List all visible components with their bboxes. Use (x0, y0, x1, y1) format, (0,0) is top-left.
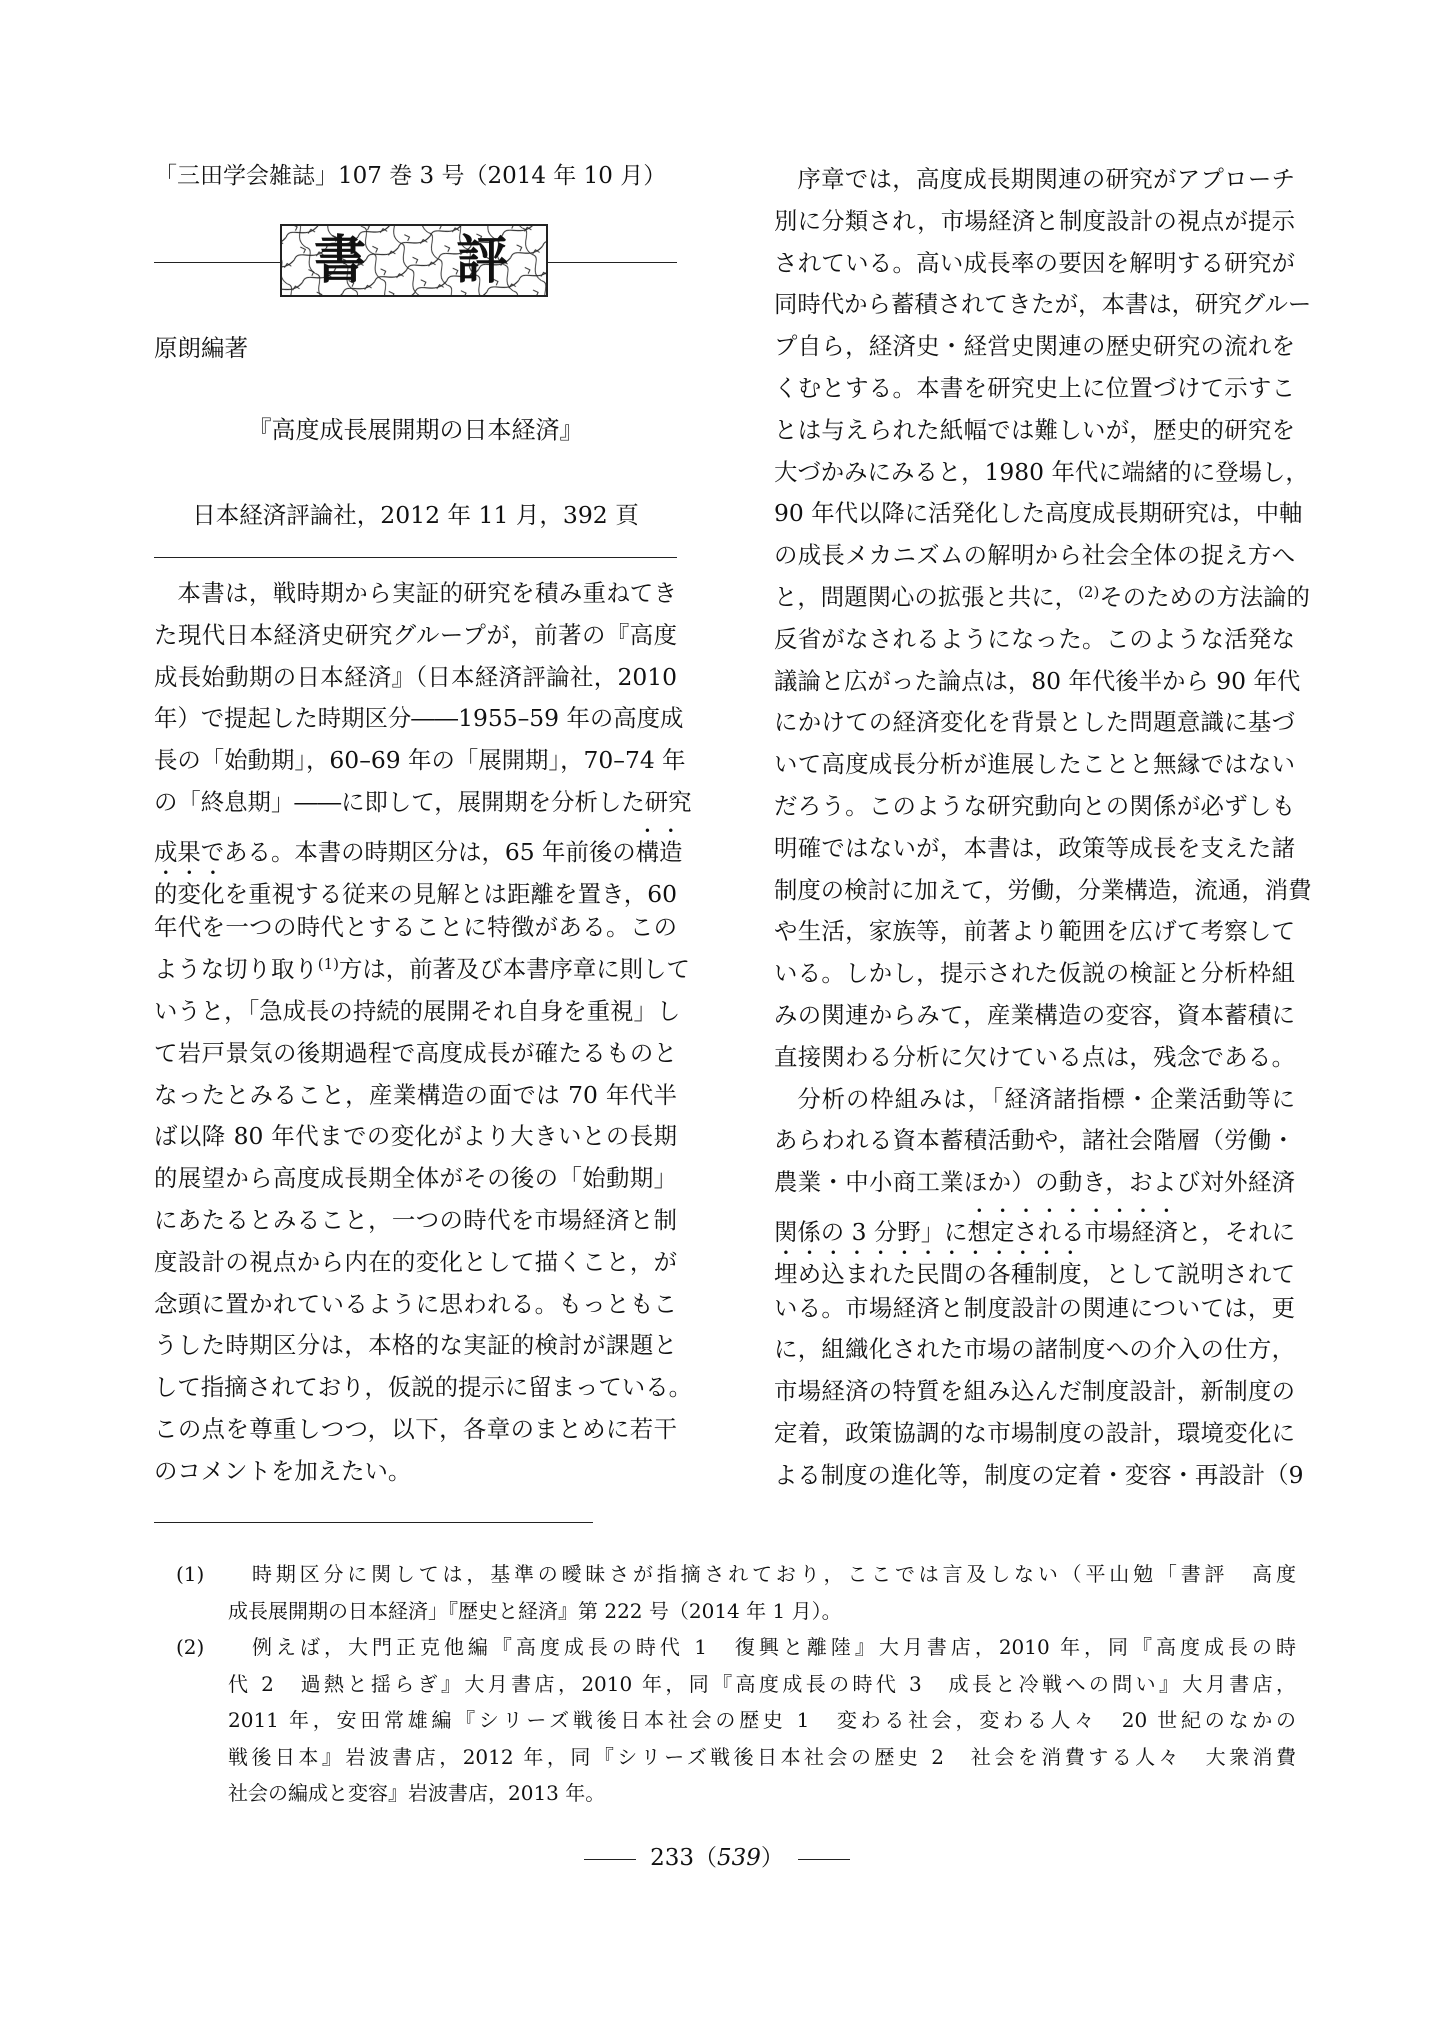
text-segment: た現代日本経済史研究グループが，前著の『高度 (154, 620, 677, 649)
text-line (774, 535, 1295, 577)
text-segment: 90 年代以降に活発化した高度成長期研究は，中軸 (774, 499, 1303, 528)
text-line (774, 1204, 1295, 1246)
footnote-line: 2011 年，安田常雄編『シリーズ戦後日本社会の歴史 1 変わる社会，変わる人々 20 世紀のなかの (228, 1708, 1296, 1732)
text-line (774, 828, 1295, 870)
text-segment: 年代を一つの時代とすることに特徴がある。この (154, 913, 677, 942)
footnote-rule (154, 1522, 593, 1523)
text-segment: あらわれる資本蓄積活動や，諸社会階層（労働・ (774, 1126, 1295, 1155)
text-segment: とは与えられた紙幅では難しいが，歴史的研究を (774, 415, 1295, 444)
text-segment: されている。高い成長率の要因を解明する研究が (774, 248, 1295, 277)
text-segment: ような切り取り (154, 955, 318, 984)
text-line (154, 1242, 677, 1284)
text-line (774, 201, 1295, 243)
footnote-line: 戦後日本』岩波書店，2012 年，同『シリーズ戦後日本社会の歴史 2 社会を消費する人々 大衆消費 (228, 1744, 1296, 1769)
text-line (774, 1079, 1295, 1121)
text-line (774, 1288, 1295, 1330)
text-segment: 年）で提起した時期区分――1955–59 年の高度成 (154, 704, 684, 733)
text-segment: 的展望から高度成長期全体がその後の「始動期」 (154, 1164, 677, 1193)
text-line (154, 991, 681, 1033)
text-segment: のコメントを加えたい。 (154, 1456, 412, 1485)
text-segment: 成果である。本書の時期区分は，65 年前後の (154, 837, 636, 866)
text-line (154, 1075, 677, 1117)
text-line (774, 1246, 1295, 1288)
text-line (774, 159, 1295, 201)
text-line (774, 661, 1301, 703)
text-segment: プ自ら，経済史・経営史関連の歴史研究の流れを (774, 332, 1295, 361)
text-line (774, 870, 1312, 912)
emphasized-text: 埋め込まれた民間の各種制度 (774, 1259, 1083, 1288)
text-line (774, 619, 1295, 661)
text-segment: 別に分類され，市場経済と制度設計の視点が提示 (774, 206, 1295, 235)
book-title: 『高度成長展開期の日本経済』 (247, 416, 584, 444)
text-segment: 直接関わる分析に欠けている点は，残念である。 (774, 1042, 1295, 1071)
text-segment: 分析の枠組みは，「経済諸指標・企業活動等に (797, 1084, 1295, 1113)
footnotes (176, 1556, 1296, 1812)
book-review-label (280, 224, 548, 297)
text-segment: 反省がなされるようになった。このような活発な (774, 624, 1295, 653)
footer-dash-left (584, 1859, 636, 1860)
footnote (176, 1556, 1296, 1629)
title-rule (154, 557, 677, 558)
text-line (154, 1033, 677, 1075)
text-segment: 序章では，高度成長期関連の研究がアプローチ (797, 165, 1295, 193)
footnote-line: 成長展開期の日本経済」『歴史と経済』第 222 号（2014 年 1 月）。 (228, 1598, 842, 1623)
footnote-ref[interactable]: (1) (317, 955, 339, 974)
text-segment: て岩戸景気の後期過程で高度成長が確たるものと (154, 1038, 677, 1067)
paren-open: （ (694, 1845, 717, 1871)
text-segment: だろう。このような研究動向との関係が必ずしも (774, 791, 1295, 820)
text-segment: 明確ではないが，本書は，政策等成長を支えた諸 (774, 833, 1295, 862)
text-line (154, 1451, 677, 1493)
text-line (154, 1409, 677, 1451)
text-segment: くむとする。本書を研究史上に位置づけて示すこ (774, 373, 1295, 402)
text-line (774, 995, 1295, 1037)
text-segment: ば以降 80 年代までの変化がより大きいとの長期 (154, 1122, 677, 1151)
book-author: 原朗編著 (154, 334, 248, 362)
text-segment: の成長メカニズムの解明から社会全体の捉え方へ (774, 541, 1295, 570)
text-line (774, 1037, 1295, 1079)
text-segment: 長の「始動期」，60–69 年の「展開期」，70–74 年 (154, 746, 686, 775)
text-line (154, 824, 683, 866)
text-segment: と，それに (1178, 1217, 1295, 1246)
review-char-hyo: 評 (456, 230, 509, 291)
text-line (774, 786, 1295, 828)
text-line (154, 1200, 677, 1242)
text-segment: いる。しかし，提示された仮説の検証と分析枠組 (774, 959, 1295, 988)
text-line (154, 1158, 677, 1200)
text-segment: 議論と広がった論点は，80 年代後半から 90 年代 (774, 666, 1301, 695)
text-line (774, 577, 1310, 619)
text-line (774, 1455, 1304, 1497)
text-segment: にかけての経済変化を背景とした問題意識に基づ (774, 708, 1295, 737)
text-segment: みの関連からみて，産業構造の変容，資本蓄積に (774, 1000, 1295, 1029)
footnote-number: (1) (176, 1562, 205, 1586)
text-line (154, 907, 677, 949)
text-line (774, 1162, 1295, 1204)
body-column-right (774, 159, 1312, 1497)
text-line (774, 326, 1295, 368)
original-page-number: 539 (717, 1845, 761, 1871)
text-line (774, 410, 1295, 452)
text-line (774, 953, 1295, 995)
footnote-number: (2) (176, 1635, 205, 1659)
book-publisher: 日本経済評論社，2012 年 11 月，392 頁 (192, 501, 639, 529)
text-segment: と，問題関心の拡張と共に， (774, 582, 1079, 611)
text-segment: にあたるとみること，一つの時代を市場経済と制 (154, 1205, 677, 1234)
text-segment: そのための方法論的 (1099, 582, 1310, 611)
text-segment: 関係の 3 分野」に (774, 1217, 968, 1246)
text-segment: を重視する従来の見解とは距離を置き，60 (224, 879, 678, 908)
paren-close: ） (760, 1845, 784, 1871)
journal-header: 「三田学会雑誌」107 巻 3 号（2014 年 10 月） (154, 163, 667, 189)
emphasized-text: 想定される市場経済 (967, 1217, 1179, 1246)
text-segment: よる制度の進化等，制度の定着・変容・再設計（9 (774, 1460, 1304, 1489)
text-segment: いうと，「急成長の持続的展開それ自身を重視」し (154, 996, 681, 1025)
text-line (774, 702, 1295, 744)
text-segment: 念頭に置かれているように思われる。もっともこ (154, 1289, 677, 1318)
text-segment: なったとみること，産業構造の面では 70 年代半 (154, 1080, 677, 1109)
body-column-left (154, 573, 692, 1493)
footnote-line: 代 2 過熱と揺らぎ』大月書店，2010 年，同『高度成長の時代 3 成長と冷戦への問い』大月書店， (228, 1671, 1296, 1696)
text-segment: 定着，政策協調的な市場制度の設計，環境変化に (774, 1418, 1295, 1447)
text-segment: いる。市場経済と制度設計の関連については，更 (774, 1293, 1295, 1322)
text-segment: や生活，家族等，前著より範囲を広げて考察して (774, 917, 1295, 946)
text-line (154, 1325, 677, 1367)
text-segment: うした時期区分は，本格的な実証的検討が課題と (154, 1331, 677, 1360)
text-segment: に，組織化された市場の諸制度への介入の仕方， (774, 1335, 1295, 1364)
page-footer (0, 1842, 1434, 1874)
text-segment: の「終息期」――に即して，展開期を分析した研究 (154, 787, 692, 816)
text-line (154, 949, 690, 991)
text-segment: 同時代から蓄積されてきたが，本書は，研究グルー (774, 290, 1312, 319)
text-line (774, 1371, 1295, 1413)
text-line (774, 911, 1295, 953)
text-segment: 農業・中小商工業ほか）の動き，および対外経済 (774, 1168, 1295, 1197)
footnote-line: 例えば，大門正克他編『高度成長の時代 1 復興と離陸』大月書店，2010 年，同『高度成長の時 (252, 1635, 1296, 1659)
text-line (774, 1120, 1295, 1162)
text-segment: して指摘されており，仮説的提示に留まっている。 (154, 1373, 692, 1402)
text-segment: 制度の検討に加えて，労働，分業構造，流通，消費 (774, 875, 1312, 904)
text-segment: 市場経済の特質を組み込んだ制度設計，新制度の (774, 1377, 1295, 1406)
text-line (774, 1329, 1295, 1371)
text-line (154, 1367, 692, 1409)
footnote-line: 社会の編成と変容』岩波書店，2013 年。 (228, 1781, 606, 1805)
text-line (154, 1284, 677, 1326)
text-segment: 度設計の視点から内在的変化として描くこと，が (154, 1247, 677, 1276)
text-line (154, 615, 677, 657)
text-segment: いて高度成長分析が進展したことと無縁ではない (774, 750, 1295, 779)
emphasized-text: 的変化 (154, 879, 225, 908)
text-segment: ，として説明されて (1082, 1259, 1296, 1288)
text-line (154, 657, 677, 699)
footnote-line: 時期区分に関しては，基準の曖昧さが指摘されており，ここでは言及しない（平山勉「書評 高度 (252, 1562, 1296, 1586)
text-line (774, 744, 1295, 786)
text-line (774, 243, 1295, 285)
text-segment: 大づかみにみると，1980 年代に端緒的に登場し， (774, 457, 1309, 486)
review-char-sho: 書 (314, 230, 367, 291)
text-line (774, 452, 1309, 494)
text-segment: 方は，前著及び本書序章に則して (338, 955, 690, 984)
text-line (154, 573, 677, 615)
text-line (154, 782, 692, 824)
emphasized-text: 構造 (635, 837, 683, 866)
footnote (176, 1629, 1296, 1812)
text-segment: この点を尊重しつつ，以下，各章のまとめに若干 (154, 1414, 677, 1443)
text-line (154, 740, 686, 782)
text-segment: 本書は，戦時期から実証的研究を積み重ねてき (177, 579, 677, 607)
text-line (774, 368, 1295, 410)
text-line (774, 493, 1303, 535)
text-line (774, 1413, 1295, 1455)
text-line (154, 698, 684, 740)
text-segment: 成長始動期の日本経済』（日本経済評論社，2010 (154, 662, 677, 691)
footer-dash-right (798, 1859, 850, 1860)
page-number: 233 (650, 1845, 694, 1871)
text-line (154, 866, 677, 908)
text-line (154, 1116, 677, 1158)
footnote-ref[interactable]: (2) (1078, 582, 1100, 601)
text-line (774, 284, 1312, 326)
